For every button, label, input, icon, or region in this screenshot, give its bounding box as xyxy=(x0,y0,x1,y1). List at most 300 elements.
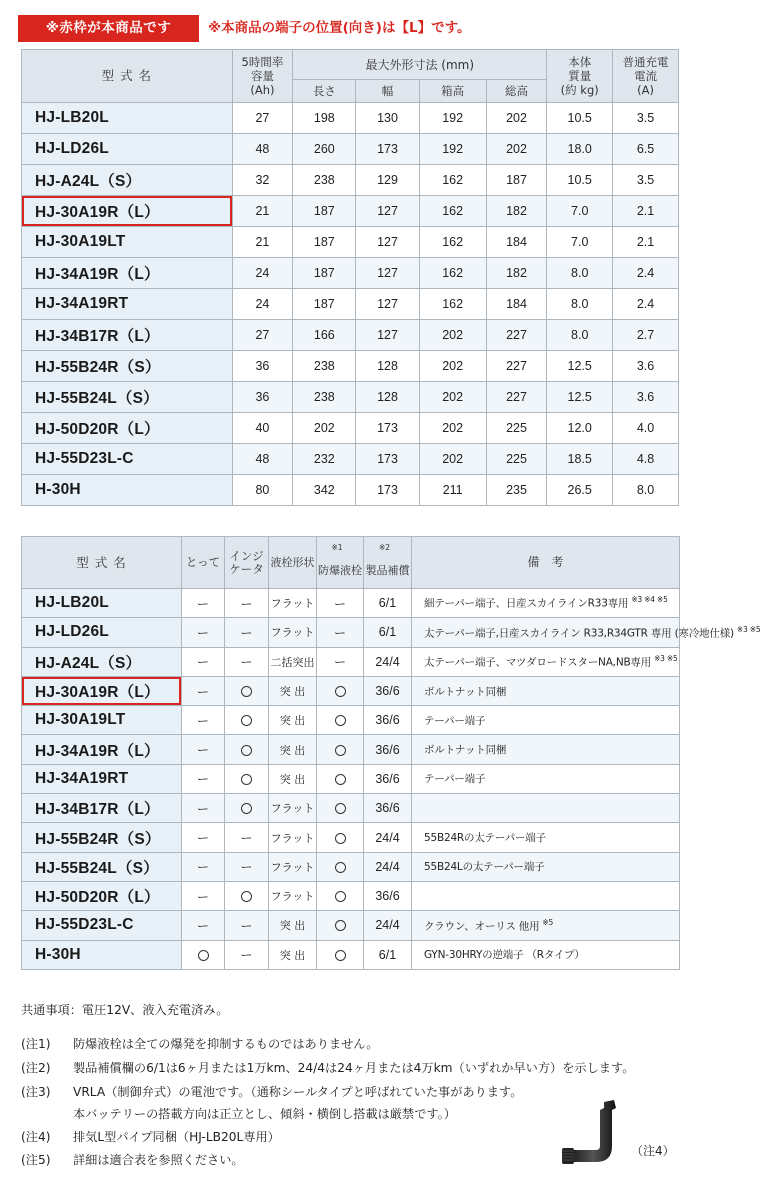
feature-cell-handle: ー xyxy=(182,911,225,940)
model-name: HJ-34B17R（L） xyxy=(22,320,233,351)
feature-cell-war: 6/1 xyxy=(364,940,412,969)
feature-cell-war: 36/6 xyxy=(364,764,412,793)
header-length: 長さ xyxy=(293,80,356,103)
feature-cell-handle: ー xyxy=(182,794,225,823)
header-dimensions: 最大外形寸法 (mm) xyxy=(293,50,547,80)
circle-mark xyxy=(335,745,346,756)
feature-cell-handle: ー xyxy=(182,823,225,852)
spec-row xyxy=(22,413,679,444)
spec-cell-cur: 3.6 xyxy=(613,351,679,382)
spec-cell-tot: 202 xyxy=(486,103,547,134)
feature-cell-handle: ー xyxy=(182,589,225,618)
circle-mark-cell xyxy=(317,940,364,969)
feature-cell-exp: ー xyxy=(317,647,364,676)
feature-row xyxy=(22,676,680,705)
feature-cell-war: 6/1 xyxy=(364,618,412,647)
model-name: HJ-34A19R（L） xyxy=(22,258,233,289)
model-name: HJ-30A19LT xyxy=(22,706,182,735)
feature-row xyxy=(22,764,680,793)
spec-cell-wt: 12.5 xyxy=(547,351,613,382)
product-badge: ※赤枠が本商品です xyxy=(18,15,199,42)
circle-mark xyxy=(335,833,346,844)
feature-row xyxy=(22,852,680,881)
remarks-cell xyxy=(412,735,680,764)
feature-cell-handle: ー xyxy=(182,764,225,793)
feature-cell-war: 24/4 xyxy=(364,647,412,676)
spec-cell-tot: 184 xyxy=(486,289,547,320)
header-explosion-text: 防爆液栓 xyxy=(318,564,362,578)
feature-cell-ind: ー xyxy=(225,618,269,647)
model-name: HJ-30A19LT xyxy=(22,227,233,258)
spec-cell-wid: 128 xyxy=(356,382,419,413)
circle-mark-cell xyxy=(225,676,269,705)
remarks-footnote-mark: ※5 xyxy=(542,917,554,927)
spec-cell-len: 187 xyxy=(293,258,356,289)
spec-cell-box: 202 xyxy=(419,351,486,382)
model-name: HJ-55B24L（S） xyxy=(22,382,233,413)
remarks-text: GYN-30HRYの逆端子 （Rタイプ） xyxy=(424,949,585,962)
circle-mark-cell xyxy=(317,764,364,793)
header-handle: とって xyxy=(182,537,225,589)
feature-cell-handle: ー xyxy=(182,735,225,764)
spec-cell-len: 202 xyxy=(293,413,356,444)
remarks-text: 55B24Rの太テーパー端子 xyxy=(424,832,546,845)
spec-cell-cur: 4.8 xyxy=(613,444,679,475)
remarks-cell xyxy=(412,823,680,852)
spec-cell-cur: 6.5 xyxy=(613,134,679,165)
spec-cell-wid: 173 xyxy=(356,134,419,165)
footnote-text: 排気L型パイプ同梱（HJ-LB20L専用） xyxy=(73,1130,280,1144)
remarks-text: テーパー端子 xyxy=(424,773,486,786)
l-pipe-image xyxy=(556,1096,628,1174)
spec-row xyxy=(22,258,679,289)
spec-cell-wid: 127 xyxy=(356,258,419,289)
spec-cell-box: 202 xyxy=(419,382,486,413)
spec-cell-tot: 184 xyxy=(486,227,547,258)
spec-cell-box: 192 xyxy=(419,134,486,165)
spec-cell-wid: 173 xyxy=(356,475,419,506)
footnote-text: 防爆液栓は全ての爆発を抑制するものではありません。 xyxy=(73,1037,379,1051)
model-name: HJ-50D20R（L） xyxy=(22,881,182,910)
remarks-footnote-mark: ※3 ※5 xyxy=(654,653,678,663)
circle-mark xyxy=(241,745,252,756)
spec-cell-wt: 26.5 xyxy=(547,475,613,506)
feature-cell-plug: 突 出 xyxy=(269,735,317,764)
header-width: 幅 xyxy=(356,80,419,103)
feature-cell-war: 24/4 xyxy=(364,911,412,940)
remarks-text: 太テーパー端子,日産スカイライン R33,R34GTR 専用 (寒冷地仕様) xyxy=(424,627,734,640)
circle-mark-cell xyxy=(317,676,364,705)
model-name: H-30H xyxy=(22,940,182,969)
spec-cell-cap: 80 xyxy=(232,475,293,506)
spec-cell-wid: 173 xyxy=(356,444,419,475)
circle-mark-cell xyxy=(182,940,225,969)
circle-mark xyxy=(241,774,252,785)
spec-row xyxy=(22,227,679,258)
spec-row xyxy=(22,165,679,196)
spec-cell-wid: 127 xyxy=(356,227,419,258)
feature-row xyxy=(22,647,680,676)
model-name: H-30H xyxy=(22,475,233,506)
spec-cell-wt: 18.5 xyxy=(547,444,613,475)
spec-cell-wid: 129 xyxy=(356,165,419,196)
remarks-text: ボルトナット同梱 xyxy=(424,685,507,698)
spec-cell-cur: 2.1 xyxy=(613,227,679,258)
model-name: HJ-50D20R（L） xyxy=(22,413,233,444)
spec-cell-box: 211 xyxy=(419,475,486,506)
spec-cell-box: 162 xyxy=(419,258,486,289)
circle-mark-cell xyxy=(225,764,269,793)
feature-table-body xyxy=(22,589,760,970)
remarks-text: テーパー端子 xyxy=(424,714,486,727)
spec-cell-box: 162 xyxy=(419,165,486,196)
spec-cell-len: 187 xyxy=(293,289,356,320)
feature-row xyxy=(22,823,680,852)
feature-row xyxy=(22,618,680,647)
circle-mark-cell xyxy=(225,794,269,823)
spec-cell-wid: 127 xyxy=(356,289,419,320)
header-weight xyxy=(547,50,613,103)
circle-mark-cell xyxy=(317,852,364,881)
header-indicator-line: ケータ xyxy=(229,561,264,576)
footnote-text: 製品補償欄の6/1は6ヶ月または1万km、24/4は24ヶ月または4万km（いずれか早い方）を示します。 xyxy=(73,1061,635,1075)
model-name: HJ-34A19RT xyxy=(22,764,182,793)
spec-table-body xyxy=(22,103,679,506)
spec-cell-cap: 36 xyxy=(232,351,293,382)
feature-cell-plug: フラット xyxy=(269,823,317,852)
spec-cell-cap: 24 xyxy=(232,258,293,289)
spec-cell-box: 162 xyxy=(419,227,486,258)
spec-cell-tot: 227 xyxy=(486,351,547,382)
header-warranty xyxy=(364,537,412,589)
circle-mark-cell xyxy=(225,706,269,735)
remarks-cell xyxy=(412,794,680,823)
spec-cell-box: 202 xyxy=(419,320,486,351)
spec-cell-wid: 127 xyxy=(356,320,419,351)
spec-row xyxy=(22,320,679,351)
header-indicator xyxy=(225,537,269,589)
circle-mark-cell xyxy=(317,911,364,940)
header-explosion-proof xyxy=(317,537,364,589)
feature-cell-ind: ー xyxy=(225,823,269,852)
feature-cell-ind: ー xyxy=(225,911,269,940)
spec-cell-tot: 227 xyxy=(486,320,547,351)
remarks-cell xyxy=(412,881,680,910)
spec-cell-cur: 2.4 xyxy=(613,289,679,320)
spec-cell-tot: 202 xyxy=(486,134,547,165)
feature-cell-war: 36/6 xyxy=(364,706,412,735)
spec-cell-cap: 48 xyxy=(232,134,293,165)
header-weight-line: 質量 xyxy=(568,69,592,83)
feature-cell-plug: 突 出 xyxy=(269,676,317,705)
feature-table xyxy=(21,536,760,970)
remarks-cell xyxy=(412,676,680,705)
header-warranty-text: 製品補償 xyxy=(365,564,410,578)
remarks-text: 細テーパー端子、日産スカイラインR33専用 xyxy=(424,597,629,610)
spec-cell-cur: 4.0 xyxy=(613,413,679,444)
spec-cell-len: 187 xyxy=(293,227,356,258)
footnote-mark-2: ※2 xyxy=(378,542,391,552)
spec-cell-tot: 182 xyxy=(486,258,547,289)
circle-mark-cell xyxy=(317,735,364,764)
spec-row xyxy=(22,382,679,413)
common-note: 共通事項：電圧12V、液入充電済み。 xyxy=(21,1003,229,1017)
spec-cell-cur: 3.6 xyxy=(613,382,679,413)
header-current xyxy=(613,50,679,103)
spec-cell-wt: 8.0 xyxy=(547,289,613,320)
header-capacity-line: 容量 xyxy=(250,69,274,83)
spec-cell-wt: 7.0 xyxy=(547,227,613,258)
spec-cell-wt: 8.0 xyxy=(547,320,613,351)
spec-cell-cap: 24 xyxy=(232,289,293,320)
model-name: HJ-55B24L（S） xyxy=(22,852,182,881)
spec-cell-tot: 227 xyxy=(486,382,547,413)
spec-cell-wt: 10.5 xyxy=(547,165,613,196)
spec-cell-cap: 27 xyxy=(232,320,293,351)
spec-cell-cap: 27 xyxy=(232,103,293,134)
footnote-label: (注1) xyxy=(21,1037,51,1051)
spec-cell-len: 187 xyxy=(293,196,356,227)
spec-cell-wt: 18.0 xyxy=(547,134,613,165)
footnote-line xyxy=(21,1083,522,1100)
feature-cell-handle: ー xyxy=(182,676,225,705)
feature-cell-plug: フラット xyxy=(269,881,317,910)
spec-row xyxy=(22,134,679,165)
remarks-cell xyxy=(412,940,680,969)
model-name: HJ-30A19R（L） xyxy=(22,676,182,705)
model-name: HJ-55D23L-C xyxy=(22,911,182,940)
model-name: HJ-34A19RT xyxy=(22,289,233,320)
feature-row xyxy=(22,706,680,735)
remarks-cell xyxy=(412,764,680,793)
circle-mark xyxy=(198,950,209,961)
header-capacity-line: 5時間率 xyxy=(241,55,284,69)
footnote-mark-1: ※1 xyxy=(331,542,343,552)
spec-cell-box: 202 xyxy=(419,413,486,444)
footnote-text: VRLA（制御弁式）の電池です。（通称シールタイプと呼ばれていた事があります。 xyxy=(73,1085,523,1099)
feature-row xyxy=(22,881,680,910)
footnote-label: (注4) xyxy=(21,1130,51,1144)
model-name: HJ-LB20L xyxy=(22,103,233,134)
footnote-line xyxy=(21,1151,244,1168)
model-name: HJ-55D23L-C xyxy=(22,444,233,475)
feature-cell-handle: ー xyxy=(182,706,225,735)
spec-cell-tot: 235 xyxy=(486,475,547,506)
feature-cell-plug: フラット xyxy=(269,852,317,881)
feature-row xyxy=(22,794,680,823)
model-name: HJ-30A19R（L） xyxy=(22,196,233,227)
spec-cell-cap: 40 xyxy=(232,413,293,444)
spec-row xyxy=(22,351,679,382)
remarks-cell xyxy=(412,706,680,735)
model-name: HJ-LB20L xyxy=(22,589,182,618)
feature-cell-plug: 突 出 xyxy=(269,764,317,793)
header-box-height: 箱高 xyxy=(419,80,486,103)
remarks-cell xyxy=(412,911,680,940)
remarks-footnote-mark: ※3 ※5 xyxy=(736,624,760,634)
feature-cell-plug: 二括突出 xyxy=(269,647,317,676)
spec-cell-cap: 36 xyxy=(232,382,293,413)
feature-cell-exp: ー xyxy=(317,589,364,618)
feature-cell-plug: 突 出 xyxy=(269,911,317,940)
remarks-text: 55B24Lの太テーパー端子 xyxy=(424,861,545,874)
circle-mark-cell xyxy=(317,706,364,735)
feature-cell-war: 36/6 xyxy=(364,794,412,823)
feature-cell-war: 24/4 xyxy=(364,823,412,852)
remarks-footnote-mark: ※3 ※4 ※5 xyxy=(631,595,668,605)
remarks-cell xyxy=(412,647,680,676)
model-name: HJ-55B24R（S） xyxy=(22,351,233,382)
header-weight-line: (約 kg) xyxy=(560,83,599,97)
spec-cell-wt: 12.5 xyxy=(547,382,613,413)
feature-cell-plug: フラット xyxy=(269,794,317,823)
footnote-label: (注2) xyxy=(21,1061,51,1075)
circle-mark xyxy=(335,950,346,961)
spec-cell-len: 198 xyxy=(293,103,356,134)
circle-mark xyxy=(241,715,252,726)
spec-cell-len: 232 xyxy=(293,444,356,475)
feature-cell-handle: ー xyxy=(182,852,225,881)
feature-cell-war: 36/6 xyxy=(364,676,412,705)
spec-table xyxy=(21,49,679,506)
feature-row xyxy=(22,589,680,618)
spec-cell-cap: 21 xyxy=(232,196,293,227)
feature-cell-war: 6/1 xyxy=(364,589,412,618)
feature-cell-plug: 突 出 xyxy=(269,706,317,735)
feature-cell-handle: ー xyxy=(182,881,225,910)
remarks-cell xyxy=(412,852,680,881)
header-current-line: 普通充電 xyxy=(622,55,669,69)
feature-cell-ind: ー xyxy=(225,589,269,618)
spec-cell-cap: 32 xyxy=(232,165,293,196)
spec-cell-cur: 3.5 xyxy=(613,103,679,134)
header-model: 型 式 名 xyxy=(22,50,233,103)
spec-cell-wt: 10.5 xyxy=(547,103,613,134)
spec-cell-box: 162 xyxy=(419,289,486,320)
spec-cell-cap: 21 xyxy=(232,227,293,258)
footnote-text: 詳細は適合表を参照ください。 xyxy=(73,1153,244,1167)
footnote-line xyxy=(21,1059,634,1076)
footnote-label: (注5) xyxy=(21,1153,51,1167)
circle-mark-cell xyxy=(317,881,364,910)
header-weight-line: 本体 xyxy=(568,55,592,69)
header-capacity xyxy=(232,50,293,103)
model-name: HJ-34A19R（L） xyxy=(22,735,182,764)
spec-cell-wt: 8.0 xyxy=(547,258,613,289)
feature-cell-plug: フラット xyxy=(269,618,317,647)
spec-cell-cur: 8.0 xyxy=(613,475,679,506)
header-remarks: 備 考 xyxy=(412,537,680,589)
circle-mark xyxy=(241,803,252,814)
feature-cell-war: 36/6 xyxy=(364,881,412,910)
spec-cell-wid: 130 xyxy=(356,103,419,134)
spec-cell-wt: 7.0 xyxy=(547,196,613,227)
spec-cell-box: 162 xyxy=(419,196,486,227)
spec-cell-box: 192 xyxy=(419,103,486,134)
remarks-text: ボルトナット同梱 xyxy=(424,744,507,757)
spec-cell-tot: 182 xyxy=(486,196,547,227)
feature-row xyxy=(22,911,680,940)
spec-cell-tot: 225 xyxy=(486,413,547,444)
model-name: HJ-A24L（S） xyxy=(22,165,233,196)
remarks-cell xyxy=(412,618,760,647)
circle-mark xyxy=(335,715,346,726)
circle-mark xyxy=(335,920,346,931)
spec-cell-cur: 2.1 xyxy=(613,196,679,227)
header-indicator-line: インジ xyxy=(229,548,264,563)
circle-mark xyxy=(335,862,346,873)
model-name: HJ-LD26L xyxy=(22,618,182,647)
spec-cell-len: 238 xyxy=(293,382,356,413)
spec-cell-wid: 128 xyxy=(356,351,419,382)
spec-cell-cur: 3.5 xyxy=(613,165,679,196)
header-model: 型 式 名 xyxy=(22,537,182,589)
spec-cell-tot: 187 xyxy=(486,165,547,196)
spec-row xyxy=(22,196,679,227)
header-total-height: 総高 xyxy=(486,80,547,103)
circle-mark-cell xyxy=(317,823,364,852)
spec-cell-cap: 48 xyxy=(232,444,293,475)
model-name: HJ-55B24R（S） xyxy=(22,823,182,852)
spec-cell-len: 260 xyxy=(293,134,356,165)
header-current-line: 電流 xyxy=(634,69,658,83)
header-current-line: (A) xyxy=(637,83,654,97)
terminal-direction-note: ※本商品の端子の位置(向き)は【L】です。 xyxy=(208,20,471,36)
model-name: HJ-A24L（S） xyxy=(22,647,182,676)
circle-mark xyxy=(335,891,346,902)
feature-cell-exp: ー xyxy=(317,618,364,647)
spec-cell-cur: 2.7 xyxy=(613,320,679,351)
feature-cell-ind: ー xyxy=(225,940,269,969)
model-name: HJ-LD26L xyxy=(22,134,233,165)
footnote-label: (注3) xyxy=(21,1085,51,1099)
feature-cell-ind: ー xyxy=(225,852,269,881)
header-capacity-line: (Ah) xyxy=(250,83,275,97)
spec-cell-wid: 173 xyxy=(356,413,419,444)
feature-cell-plug: フラット xyxy=(269,589,317,618)
footnote-text: 本バッテリーの搭載方向は正立とし、傾斜・横倒し搭載は厳禁です。） xyxy=(73,1107,456,1121)
spec-cell-len: 166 xyxy=(293,320,356,351)
spec-row xyxy=(22,444,679,475)
feature-cell-war: 36/6 xyxy=(364,735,412,764)
spec-cell-len: 342 xyxy=(293,475,356,506)
spec-cell-len: 238 xyxy=(293,165,356,196)
spec-cell-wt: 12.0 xyxy=(547,413,613,444)
circle-mark-cell xyxy=(225,881,269,910)
circle-mark xyxy=(335,774,346,785)
spec-cell-tot: 225 xyxy=(486,444,547,475)
spec-cell-wid: 127 xyxy=(356,196,419,227)
feature-cell-war: 24/4 xyxy=(364,852,412,881)
spec-row xyxy=(22,289,679,320)
page-header xyxy=(18,10,688,42)
footnote-line xyxy=(21,1105,456,1122)
circle-mark xyxy=(335,686,346,697)
spec-row xyxy=(22,475,679,506)
circle-mark xyxy=(241,891,252,902)
remarks-cell xyxy=(412,589,680,618)
circle-mark xyxy=(241,686,252,697)
remarks-text: 太テーパー端子、マツダロードスターNA,NB専用 xyxy=(424,656,652,669)
spec-row xyxy=(22,103,679,134)
circle-mark xyxy=(335,803,346,814)
feature-row xyxy=(22,940,680,969)
remarks-text: クラウン、オーリス 他用 xyxy=(424,920,540,933)
pipe-caption: （注4） xyxy=(631,1144,675,1158)
feature-cell-plug: 突 出 xyxy=(269,940,317,969)
spec-cell-cur: 2.4 xyxy=(613,258,679,289)
feature-row xyxy=(22,735,680,764)
